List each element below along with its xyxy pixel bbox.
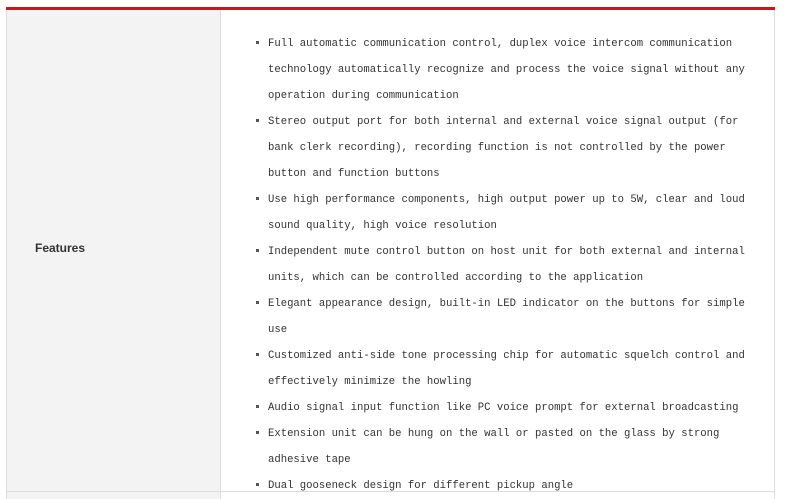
- feature-text: Customized anti-side tone processing chip for automatic squelch control and effectively minimize the howling: [268, 350, 745, 388]
- feature-item: [241, 291, 748, 343]
- feature-text: Independent mute control button on host unit for both external and internal units, which can be controlled according to the application: [268, 246, 745, 284]
- feature-item: [241, 395, 748, 421]
- bullet-icon: [256, 353, 259, 356]
- feature-text: Extension unit can be hung on the wall or pasted on the glass by strong adhesive tape: [268, 428, 720, 466]
- feature-text: Use high performance components, high output power up to 5W, clear and loud sound quality, high voice resolution: [268, 194, 745, 232]
- feature-list: [241, 31, 748, 499]
- bullet-icon: [256, 197, 259, 200]
- features-label: Features: [35, 241, 86, 255]
- next-row-label-cell: [7, 492, 221, 499]
- bullet-icon: [256, 41, 259, 44]
- spec-table: [6, 10, 775, 492]
- feature-item: [241, 239, 748, 291]
- bullet-icon: [256, 301, 259, 304]
- feature-text: Dual gooseneck design for different pickup angle: [268, 480, 574, 492]
- feature-item: [241, 343, 748, 395]
- bullet-icon: [256, 249, 259, 252]
- feature-text: Elegant appearance design, built-in LED indicator on the buttons for simple use: [268, 298, 745, 336]
- feature-item: [241, 187, 748, 239]
- bullet-icon: [256, 483, 259, 486]
- feature-item: [241, 109, 748, 187]
- feature-text: Full automatic communication control, duplex voice intercom communication technology automatically recognize and process the voice signal without any operation during communication: [268, 38, 745, 102]
- feature-item: [241, 421, 748, 473]
- features-label-cell: [7, 10, 221, 491]
- next-row-value-cell: [221, 492, 774, 499]
- feature-text: Stereo output port for both internal and external voice signal output (for bank clerk recording), recording function is not controlled by the power button and function buttons: [268, 116, 739, 180]
- feature-item: [241, 31, 748, 109]
- bullet-icon: [256, 119, 259, 122]
- bullet-icon: [256, 431, 259, 434]
- bullet-icon: [256, 405, 259, 408]
- feature-text: Audio signal input function like PC voice prompt for external broadcasting: [268, 402, 739, 414]
- features-value-cell: [221, 10, 774, 491]
- next-table-row: [6, 492, 775, 499]
